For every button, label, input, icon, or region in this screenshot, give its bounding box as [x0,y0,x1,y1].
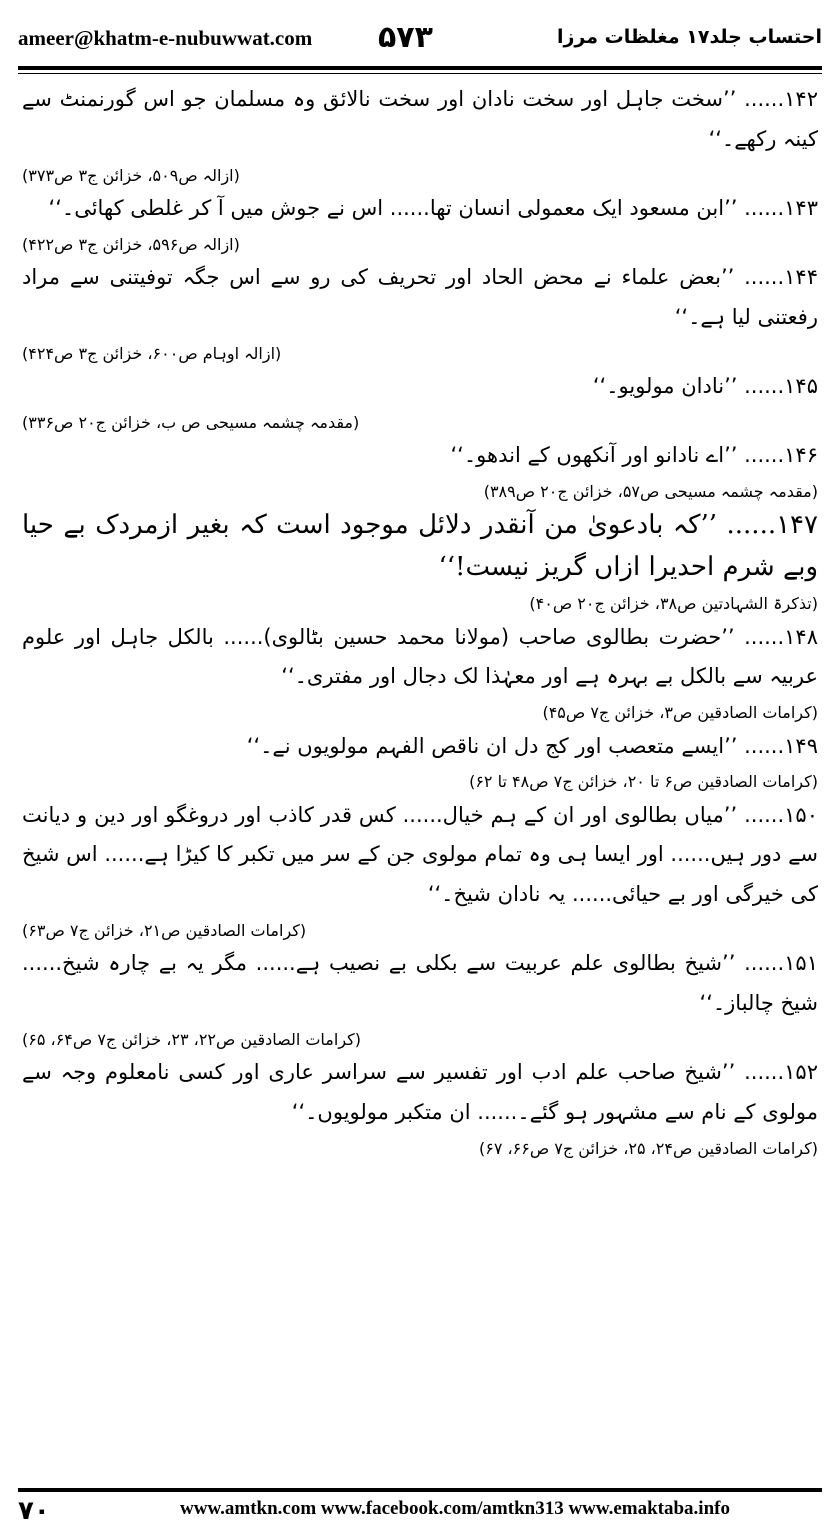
entry-citation: (مقدمہ چشمہ مسیحی ص۵۷، خزائن ج۲۰ ص۳۸۹) [483,481,818,501]
entry-147 [22,505,818,617]
entry-citation: (کرامات الصادقین ص۲۱، خزائن ج۷ ص۶۳) [22,921,307,941]
entry-142 [22,80,818,189]
entry-citation: (ازالہ ص۵۰۹، خزائن ج۳ ص۳۷۳) [22,165,240,185]
entry-text: ۱۴۴...... ’’بعض علماء نے محض الحاد اور تحریف کی رو سے اس جگہ توفیتنی سے مراد رفعتنی لیا ہے۔‘‘ [22,265,818,329]
page-header [18,22,822,62]
entry-text: ۱۴۷...... ’’کہ بادعویٰ من آنقدر دلائل موجود است کہ بغیر ازمردک بے حیا وبے شرم احدیرا ازاں گریز نیست!‘‘ [22,510,818,582]
entry-citation: (کرامات الصادقین ص۲۴، ۲۵، خزائن ج۷ ص۶۶، ۶۷) [478,1139,818,1159]
header-rule [18,66,822,70]
footer-page-number: ۷۰ [18,1496,50,1526]
entry-citation: (کرامات الصادقین ص۳، خزائن ج۷ ص۴۵) [542,703,818,723]
entry-text: ۱۴۹...... ’’ایسے متعصب اور کج دل ان ناقص الفہم مولویوں نے۔‘‘ [246,733,818,758]
entry-146 [22,436,818,505]
entry-151 [22,944,818,1053]
entry-text: ۱۵۲...... ’’شیخ صاحب علم ادب اور تفسیر سے سراسر عاری اور کسی نامعلوم وجہ سے مولوی کے نام سے مشہور ہو گئے۔...... ان متکبر مولویوں۔‘‘ [22,1060,818,1125]
entry-152 [22,1053,818,1162]
entry-text: ۱۴۵...... ’’نادان مولویو۔‘‘ [592,374,818,399]
page-body [22,80,818,1480]
entry-text: ۱۴۶...... ’’اے نادانو اور آنکھوں کے اندھو۔‘‘ [450,443,818,468]
entry-143 [22,189,818,258]
entry-citation: (مقدمہ چشمہ مسیحی ص ب، خزائن ج۲۰ ص۳۳۶) [22,412,360,432]
page-footer [18,1488,822,1528]
entry-text: ۱۵۱...... ’’شیخ بطالوی علم عربیت سے بکلی بے نصیب ہے...... مگر یہ بے چارہ شیخ...... شیخ چالباز۔‘‘ [22,951,818,1016]
entry-text: ۱۵۰...... ’’میاں بطالوی اور ان کے ہم خیال...... کس قدر کاذب اور دروغگو اور دین و دیانت سے دور ہیں...... اور ایسا ہی وہ تمام مولوی جن کے سر میں تکبر کا کیڑا ہے...... اس شیخ کی خیرگی اور بے حیائی...... یہ نادان شیخ۔‘‘ [22,802,818,907]
entry-citation: (کرامات الصادقین ص۲۲، ۲۳، خزائن ج۷ ص۶۴، ۶۵) [22,1030,362,1050]
header-page-number: ۵۷۳ [378,20,433,55]
entry-text: ۱۴۳...... ’’ابن مسعود ایک معمولی انسان تھا...... اس نے جوش میں آ کر غلطی کھائی۔‘‘ [48,195,818,220]
header-email: ameer@khatm-e-nubuwwat.com [18,26,313,50]
entry-148 [22,618,818,727]
entry-text: ۱۴۲...... ’’سخت جاہل اور سخت نادان اور سخت نالائق وہ مسلمان جو اس گورنمنٹ سے کینہ رکھے۔‘‘ [22,87,818,151]
entry-citation: (تذکرۃ الشہادتین ص۳۸، خزائن ج۲۰ ص۴۰) [529,594,818,614]
entry-citation: (ازالہ ص۵۹۶، خزائن ج۳ ص۴۲۲) [22,234,240,254]
entry-145 [22,367,818,436]
entry-144 [22,258,818,367]
header-rule-thin [18,73,822,74]
entry-citation: (ازالہ اوہام ص۶۰۰، خزائن ج۳ ص۴۲۴) [22,343,282,363]
header-book-title: احتساب جلد۱۷ مغلظات مرزا [556,26,822,48]
entry-149 [22,727,818,796]
entry-150 [22,796,818,945]
footer-websites: www.amtkn.com www.facebook.com/amtkn313 www.emaktaba.info [180,1498,730,1519]
entry-citation: (کرامات الصادقین ص۶ تا ۲۰، خزائن ج۷ ص۴۸ تا ۶۲) [469,772,818,792]
entry-text: ۱۴۸...... ’’حضرت بطالوی صاحب (مولانا محمد حسین بٹالوی)...... بالکل جاہل اور علوم عربیہ سے بالکل بے بہرہ ہے اور معہٰذا لک دجال اور مفتری۔‘‘ [22,624,818,689]
footer-rule [18,1488,822,1492]
